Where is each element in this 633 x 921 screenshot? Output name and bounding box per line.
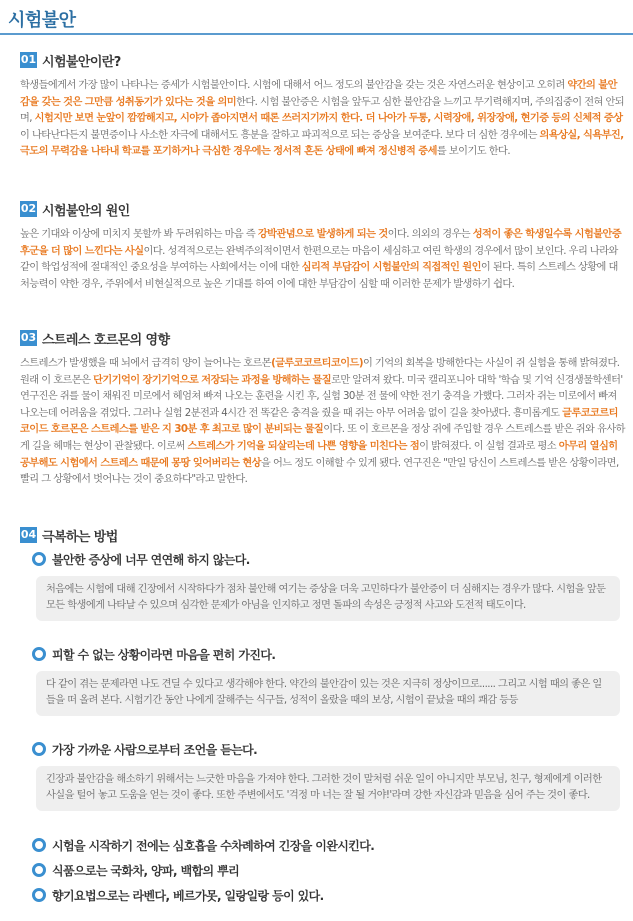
highlighted-text: 시험지만 보면 눈앞이 깜깜해지고, 시야가 좁아지면서 때론 쓰러지기까지 한다. 더 나아가 두통, 시력장애, 위장장애, 현기증 등의 신체적 증상 xyxy=(34,113,623,125)
body-text: 이 기억의 회복을 방해한다는 사실이 쥐 실험을 통해 밝혀졌다. 원래 이 호르몬은 xyxy=(20,358,620,386)
body-text: 학생들에게서 가장 많이 나타나는 증세가 시험불안이다. 시험에 대해서 어느 정도의 불안감을 갖는 것은 자연스러운 현상이고 오히려 xyxy=(20,80,568,91)
section-number-badge: 03 xyxy=(20,331,37,344)
tip-title: 향기요법으로는 라벤다, 베르가못, 일랑일랑 등이 있다. xyxy=(52,888,324,903)
section-number-badge: 02 xyxy=(20,202,37,215)
tip-item xyxy=(32,550,622,568)
highlighted-text: (글루코코르티코이드) xyxy=(271,358,363,369)
section-title: 시험불안이란? xyxy=(42,54,121,70)
tip-detail-box: 긴장과 불안감을 해소하기 위해서는 느긋한 마음을 가져야 한다. 그러한 것이 말처럼 쉬운 일이 아니지만 부모님, 친구, 형제에게 이러한 사실을 털어 놓고 도움을 얻는 것이 좋다. 또한 주변에서도 '걱정 마 너는 잘 될 거야!'라며 강한 자신감과 믿음을 심어 주는 것이 좋다. xyxy=(36,766,620,811)
highlighted-text: 성적이 좋은 학생일수록 시험불안증후군을 더 많이 느낀다는 사실 xyxy=(20,229,622,257)
body-text: 이 된다. 특히 스트레스 상황에 대처능력이 약한 경우, 주위에서 비현실적으로 높은 기대를 하여 이에 대한 부담감이 심할 때 이러한 문제가 발생하기 쉽다. xyxy=(20,262,618,290)
section-definition xyxy=(20,51,625,161)
section-stress-hormone xyxy=(20,329,625,489)
section-body xyxy=(20,227,625,293)
highlighted-text: 글루코코르티코이드 호르몬은 스트레스를 받은 지 30분 후 최고로 많이 분비되는 물질 xyxy=(20,407,618,436)
highlighted-text: 단기기억이 장기기억으로 저장되는 과정을 방해하는 물질 xyxy=(93,374,332,386)
highlighted-text: 심리적 부담감이 시험불안의 직접적인 원인 xyxy=(301,262,481,274)
body-text: 높은 기대와 이상에 미치지 못할까 봐 두려워하는 마음 즉 xyxy=(20,229,258,240)
body-text: 한다. 시험 불안증은 시험을 앞두고 심한 불안감을 느끼고 무기력해지며, 주의집중이 전혀 안되며, xyxy=(20,96,625,125)
section-number-badge: 01 xyxy=(20,53,37,66)
section-overcoming xyxy=(20,526,625,544)
highlighted-text: 의욕상실, 식욕부진, 극도의 무력감을 나타내 학교를 포기하거나 극심한 경우에는 정서적 혼돈 상태에 빠져 정신병적 증세 xyxy=(20,129,624,158)
page-title: 시험불안 xyxy=(8,10,76,31)
tip-detail-box: 처음에는 시험에 대해 긴장에서 시작하다가 점차 불안해 여기는 증상을 더욱 고민하다가 불안증이 더 심해지는 경우가 많다. 시험을 앞둔 모든 학생에게 나타날 수 있으며 심각한 문제가 아님을 인지하고 정면 돌파의 속성은 긍정적 사고와 도전적 태도이다. xyxy=(36,576,620,621)
body-text: 이다. 성격적으로는 완벽주의적이면서 한편으로는 마음이 세심하고 여린 학생의 경우에서 많이 보인다. 우리 나라와 같이 학업성적에 절대적인 중요성을 부여하는 사회에서는 이에 대한 xyxy=(20,245,618,274)
highlighted-text: 약간의 불안감을 갖는 것은 그만큼 성취동기가 있다는 것을 의미 xyxy=(20,80,617,108)
bullet-icon xyxy=(32,647,46,661)
tip-detail-box: 다 같이 겪는 문제라면 나도 견딜 수 있다고 생각해야 한다. 약간의 불안감이 있는 것은 지극히 정상이므로...... 그리고 시험 때의 좋은 일들을 떠 올려 본다. 시험기간 동안 나에게 잘해주는 식구들, 성적이 올랐을 때의 보상, 시험이 끝났을 때의 쾌감 등등 xyxy=(36,671,620,716)
bullet-icon xyxy=(32,888,46,902)
highlighted-text: 아무리 열심히 공부해도 시험에서 스트레스 때문에 몽땅 잊어버리는 현상 xyxy=(20,440,618,469)
section-number-badge: 04 xyxy=(20,528,37,541)
tip-title: 시험을 시작하기 전에는 심호흡을 수차례하여 긴장을 이완시킨다. xyxy=(52,838,375,853)
bullet-icon xyxy=(32,742,46,756)
tip-title: 피할 수 없는 상황이라면 마음을 편히 가진다. xyxy=(52,647,276,662)
body-text: 이다. 의외의 경우는 xyxy=(387,229,473,240)
section-title: 스트레스 호르몬의 영향 xyxy=(42,332,170,348)
section-body xyxy=(20,78,625,161)
body-text: 이 밝혀졌다. 이 실험 결과로 평소 xyxy=(419,440,559,452)
bullet-icon xyxy=(32,838,46,852)
tip-item xyxy=(32,645,622,663)
title-divider xyxy=(0,33,633,35)
section-causes xyxy=(20,200,625,293)
tip-title: 식품으로는 국화차, 양파, 백합의 뿌리 xyxy=(52,863,240,878)
tip-item xyxy=(32,886,622,904)
section-body xyxy=(20,356,625,489)
body-text: 로만 알려져 왔다. 미국 캘리포니아 대학 '학습 및 기억 신경생물학센터' 연구진은 쥐를 물이 채워진 미로에서 헤엄쳐 빠져 나오는 훈련을 시킨 후, 실험 30분 전 물에 약한 전기 충격을 가했다. 그러자 쥐는 미로에서 빠져 나오는데 어려움을 겪었다. 그러나 실험 2분전과 4시간 전 똑같은 충격을 줬을 때 쥐는 아무 어려움 없이 길을 찾아냈다. 흥미롭게도 xyxy=(20,374,623,419)
bullet-icon xyxy=(32,863,46,877)
tip-item xyxy=(32,861,622,879)
body-text: 스트레스가 발생했을 때 뇌에서 급격히 양이 늘어나는 호르몬 xyxy=(20,358,272,369)
tip-item xyxy=(32,740,622,758)
section-title: 시험불안의 원인 xyxy=(42,203,130,219)
section-title: 극복하는 방법 xyxy=(42,529,118,545)
body-text: 를 보이기도 한다. xyxy=(436,146,511,158)
tip-item xyxy=(32,836,622,854)
highlighted-text: 스트레스가 기억을 되살리는데 나쁜 영향을 미친다는 점 xyxy=(187,440,420,452)
bullet-icon xyxy=(32,552,46,566)
highlighted-text: 강박관념으로 발생하게 되는 것 xyxy=(257,229,388,240)
body-text: 을 어느 정도 이해할 수 있게 됐다. 연구진은 "만일 당신이 스트레스를 받은 상황이라면, 빨리 그 상황에서 벗어나는 것이 중요하다"라고 말한다. xyxy=(20,457,619,486)
tip-title: 가장 가까운 사람으로부터 조언을 듣는다. xyxy=(52,742,258,757)
body-text: 이 나타난다든지 불면증이나 사소한 자극에 대해서도 흥분을 잘하고 파괴적으로 되는 증상을 보여준다. 보다 더 심한 경우에는 xyxy=(20,129,540,141)
body-text: 이다. 또 이 호르몬을 정상 쥐에 주입할 경우 스트레스를 받은 쥐와 유사하게 길을 헤매는 현상이 관찰됐다. 이로써 xyxy=(20,424,625,452)
tip-title: 불안한 증상에 너무 연연해 하지 않는다. xyxy=(52,552,250,567)
